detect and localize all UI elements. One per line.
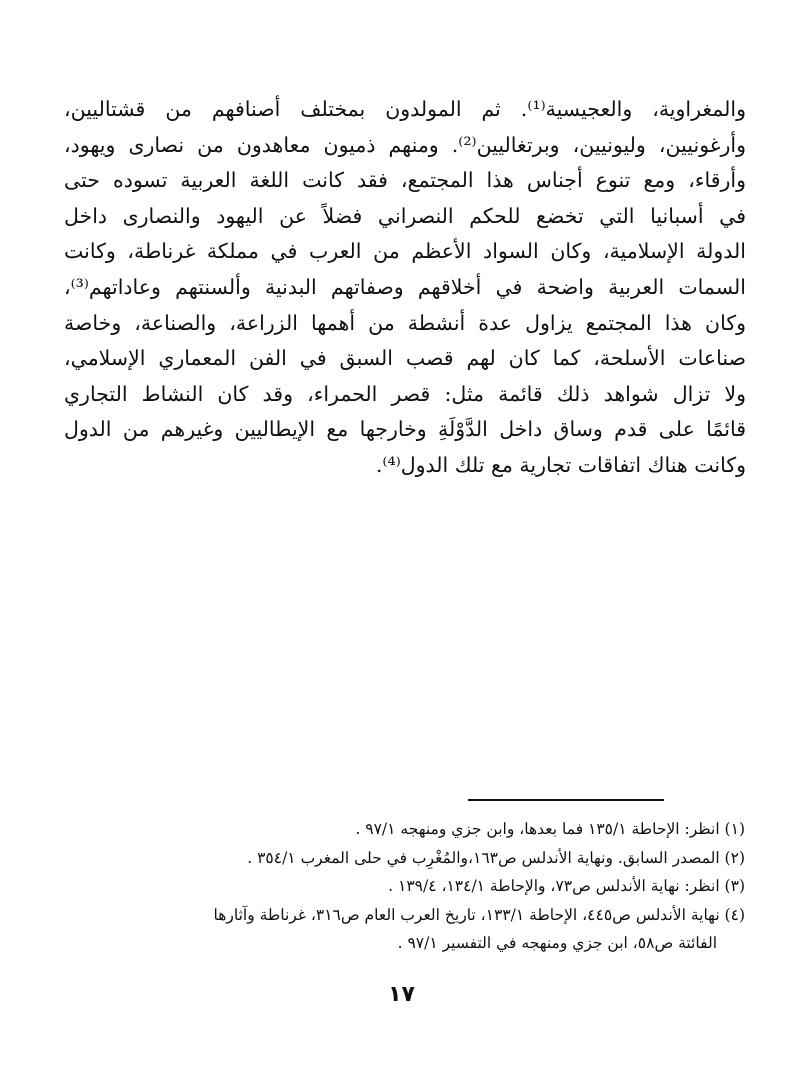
body-line: قائمًا على قدم وساق داخل الدَّوْلَةِ وخارجها مع الإيطاليين وغيرهم من الدول bbox=[64, 417, 746, 442]
footnote-4: (٤) نهاية الأندلس ص٤٤٥، الإحاطة ١٣٣/١، تاريخ العرب العام ص٣١٦، غرناطة وآثارها bbox=[213, 905, 745, 924]
footnote-3: (٣) انظر: نهاية الأندلس ص٧٣، والإحاطة ١٣٤/١، ١٣٩/٤ . bbox=[388, 877, 745, 895]
body-line: السمات العربية واضحة في أخلاقهم وصفاتهم البدنية وألسنتهم وعاداتهم⁽³⁾، bbox=[64, 274, 746, 299]
body-line: صناعات الأسلحة، كما كان لهم قصب السبق في الفن المعماري الإسلامي، bbox=[64, 346, 746, 371]
footnote-4-continuation: الفائتة ص٥٨، ابن جزي ومنهجه في التفسير ٩٧/١ . bbox=[397, 934, 717, 952]
body-line: وكان هذا المجتمع يزاول عدة أنشطة من أهمها الزراعة، والصناعة، وخاصة bbox=[64, 310, 746, 335]
body-line: وأرغونيين، وليونيين، وبرتغاليين⁽²⁾. ومنهم ذميون معاهدون من نصارى ويهود، bbox=[64, 132, 746, 157]
body-line: ولا تزال شواهد ذلك قائمة مثل: قصر الحمراء، وقد كان النشاط التجاري bbox=[64, 381, 746, 406]
page-number: ١٧ bbox=[388, 982, 415, 1007]
footnote-1: (١) انظر: الإحاطة ١٣٥/١ فما بعدها، وابن جزي ومنهجه ٩٧/١ . bbox=[355, 820, 745, 838]
body-line: في أسبانيا التي تخضع للحكم النصراني فضلاً عن اليهود والنصارى داخل bbox=[64, 203, 746, 228]
footnotes bbox=[90, 815, 745, 958]
footnote-separator bbox=[468, 799, 664, 801]
body-line: وكانت هناك اتفاقات تجارية مع تلك الدول⁽⁴⁾. bbox=[375, 452, 746, 477]
body-line: والمغراوية، والعجيسية⁽¹⁾. ثم المولدون بمختلف أصنافهم من قشتاليين، bbox=[64, 97, 747, 121]
body-paragraph bbox=[64, 92, 746, 484]
body-line: الدولة الإسلامية، وكان السواد الأعظم من العرب في مملكة غرناطة، وكانت bbox=[64, 239, 746, 264]
footnote-2: (٢) المصدر السابق. ونهاية الأندلس ص١٦٣،والمُغْرِب في حلى المغرب ٣٥٤/١ . bbox=[247, 848, 745, 867]
body-line: وأرقاء، ومع تنوع أجناس هذا المجتمع، فقد كانت اللغة العربية تسوده حتى bbox=[64, 168, 746, 193]
